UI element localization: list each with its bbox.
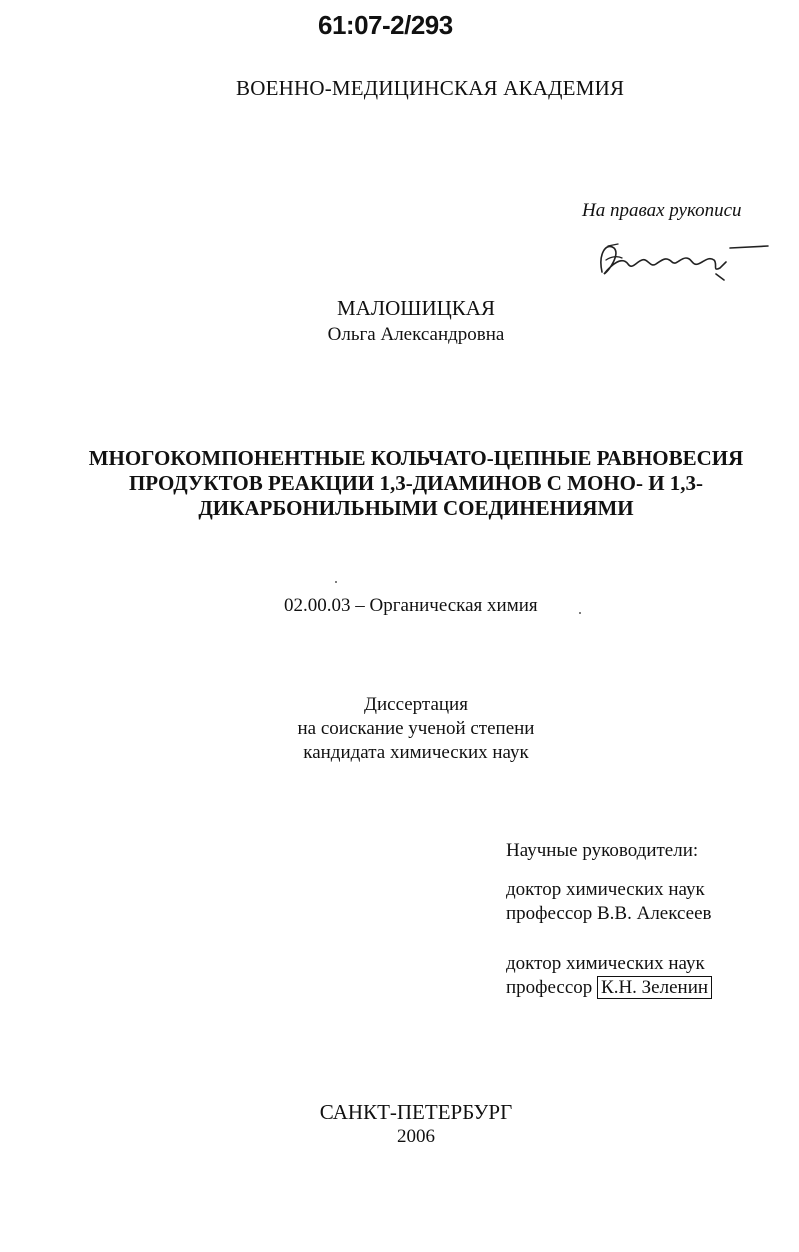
author-surname: МАЛОШИЦКАЯ	[337, 296, 495, 320]
supervisor-name-line	[506, 976, 712, 1000]
supervisor-name-boxed: К.Н. Зеленин	[597, 976, 712, 999]
scan-speck	[579, 612, 581, 614]
dissertation-title	[60, 446, 772, 521]
supervisors-heading: Научные руководители:	[506, 840, 699, 861]
degree-line: на соискание ученой степени	[297, 718, 535, 739]
title-line: МНОГОКОМПОНЕНТНЫЕ КОЛЬЧАТО-ЦЕПНЫЕ РАВНОВЕСИЯ	[88, 446, 744, 470]
title-line: ДИКАРБОНИЛЬНЫМИ СОЕДИНЕНИЯМИ	[198, 496, 634, 520]
author-given-names: Ольга Александровна	[327, 324, 505, 345]
title-line: ПРОДУКТОВ РЕАКЦИИ 1,3-ДИАМИНОВ С МОНО- И 1,3-	[128, 471, 704, 495]
scan-speck	[335, 581, 337, 583]
degree-line: кандидата химических наук	[303, 742, 529, 763]
supervisor-second	[506, 952, 712, 1000]
city: САНКТ-ПЕТЕРБУРГ	[319, 1100, 513, 1124]
degree-line: Диссертация	[364, 694, 468, 715]
supervisor-name: профессор В.В. Алексеев	[506, 903, 712, 924]
supervisor-degree: доктор химических наук	[506, 953, 705, 974]
supervisor-first	[506, 878, 712, 926]
year: 2006	[397, 1126, 435, 1147]
institution-name: ВОЕННО-МЕДИЦИНСКАЯ АКАДЕМИЯ	[236, 76, 625, 100]
specialty: 02.00.03 – Органическая химия	[284, 595, 538, 616]
catalog-code: 61:07-2/293	[318, 10, 453, 40]
handwritten-signature	[592, 234, 772, 284]
supervisor-title: профессор	[506, 977, 593, 998]
rights-note: На правах рукописи	[582, 200, 742, 221]
degree-statement	[0, 693, 799, 765]
supervisor-degree: доктор химических наук	[506, 879, 705, 900]
